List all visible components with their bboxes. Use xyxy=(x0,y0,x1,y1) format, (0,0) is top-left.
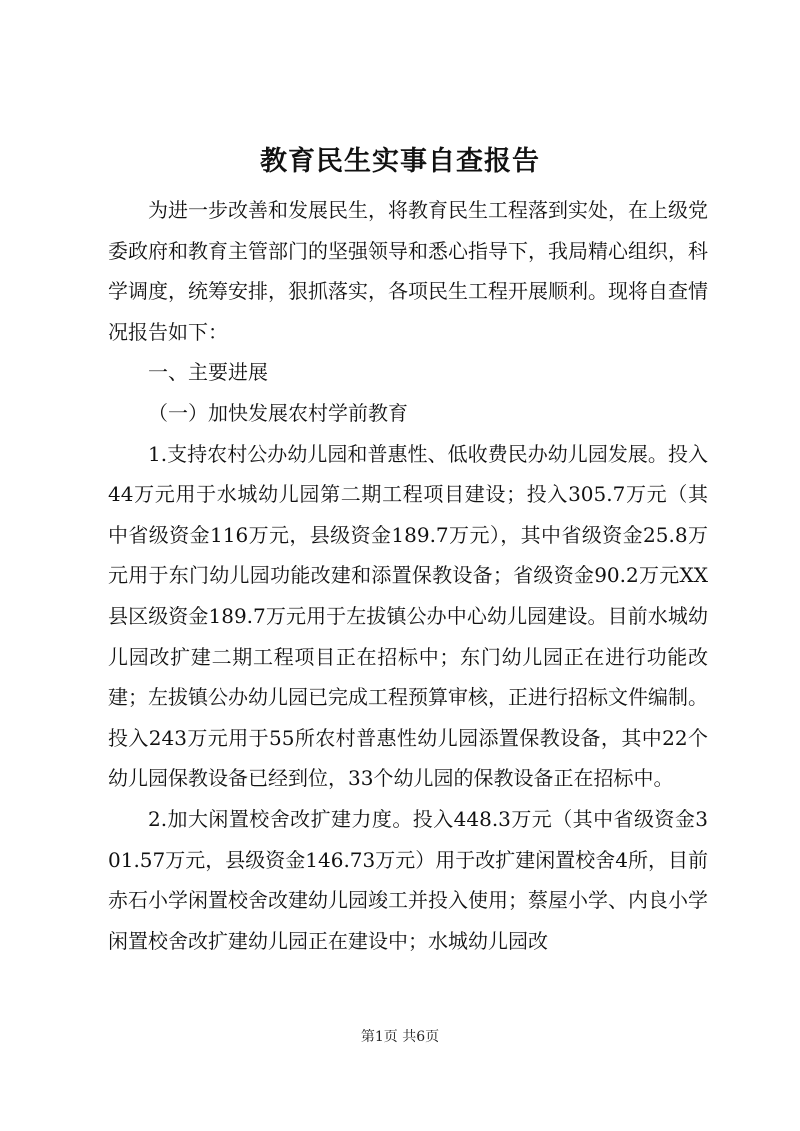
subsection-heading: （一）加快发展农村学前教育 xyxy=(148,400,408,425)
item-paragraph-2: 2.加大闲置校舍改扩建力度。投入448.3万元（其中省级资金301.57万元，县级资金146.73万元）用于改扩建闲置校舍4所，目前赤石小学闲置校舍改建幼儿园竣工并投入使用；蔡屋小学、内良小学闲置校舍改扩建幼儿园正在建设中；水城幼儿园改 xyxy=(108,806,708,953)
section-heading: 一、主要进展 xyxy=(148,360,268,385)
document-title: 教育民生实事自查报告 xyxy=(260,146,540,177)
item-paragraph-1: 1.支持农村公办幼儿园和普惠性、低收费民办幼儿园发展。投入44万元用于水城幼儿园第二期工程项目建设；投入305.7万元（其中省级资金116万元，县级资金189.7万元），其中省级资金25.8万元用于东门幼儿园功能改建和添置保教设备；省级资金90.2万元XX县区级资金189.7万元用于左拔镇公办中心幼儿园建设。目前水城幼儿园改扩建二期工程项目正在招标中；东门幼儿园正在进行功能改建；左拔镇公办幼儿园已完成工程预算审核，正进行招标文件编制。投入243万元用于55所农村普惠性幼儿园添置保教设备，其中22个幼儿园保教设备已经到位，33个幼儿园的保教设备正在招标中。 xyxy=(108,441,708,791)
intro-paragraph: 为进一步改善和发展民生，将教育民生工程落到实处，在上级党委政府和教育主管部门的坚强领导和悉心指导下，我局精心组织，科学调度，统筹安排，狠抓落实，各项民生工程开展顺利。现将自查情况报告如下： xyxy=(108,198,708,344)
document-body xyxy=(108,190,708,961)
page-footer: 第1页 共6页 xyxy=(360,1029,440,1045)
